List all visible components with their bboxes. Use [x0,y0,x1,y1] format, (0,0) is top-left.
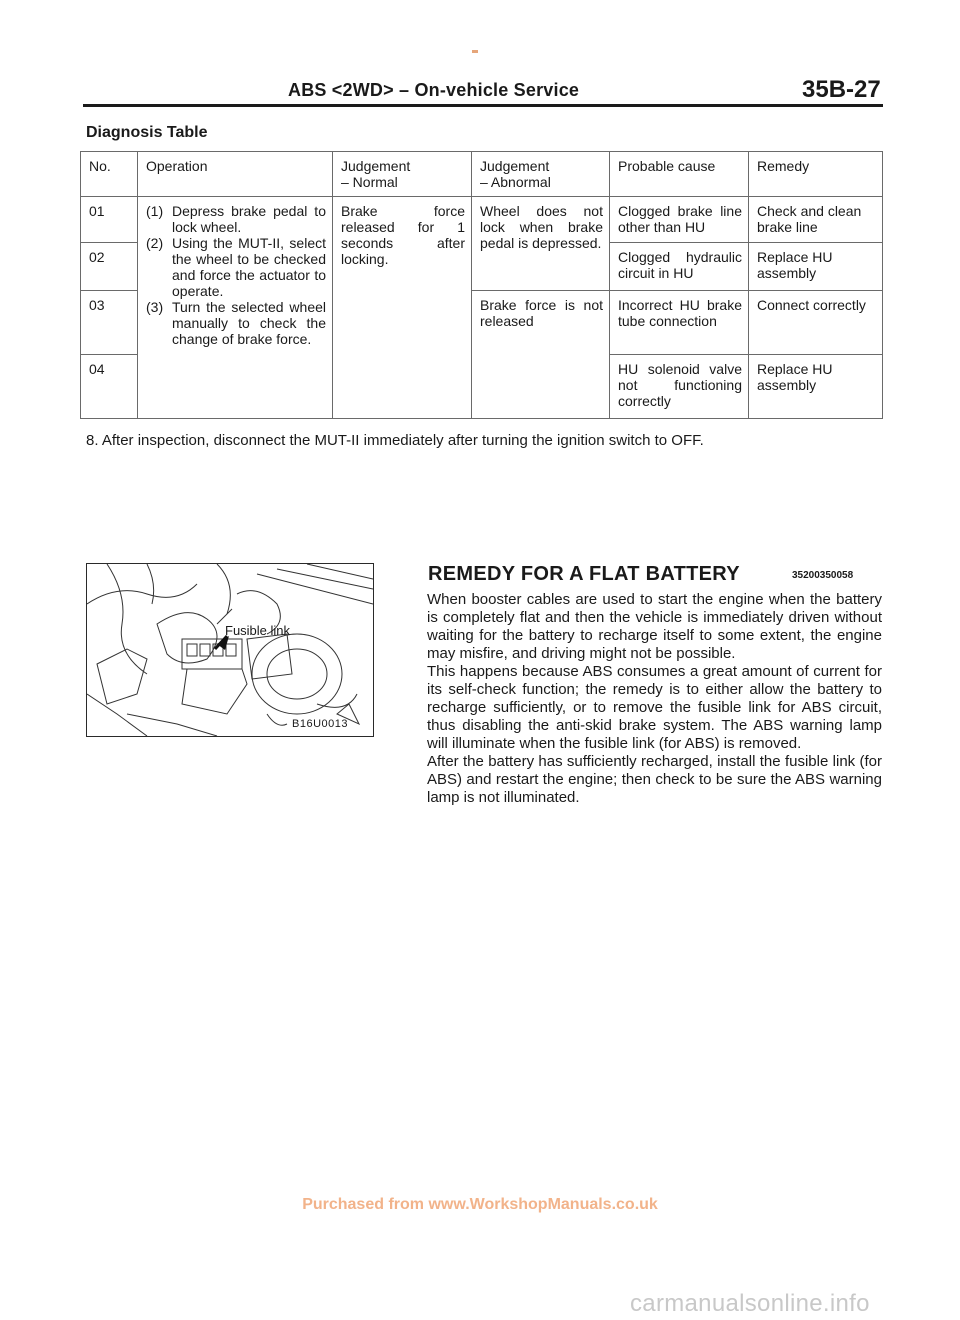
header-judgement-normal: Judgement – Normal [333,152,472,197]
engine-bay-illustration [87,564,373,736]
remedy-cell: Replace HU assembly [749,355,883,419]
remedy-cell: Connect correctly [749,291,883,355]
purchase-footer: Purchased from www.WorkshopManuals.co.uk [302,1196,658,1213]
header-no: No. [81,152,138,197]
header-judgement-abnormal: Judgement – Abnormal [472,152,610,197]
operation-step: (1) Depress brake pedal to lock wheel. [146,203,326,235]
inspection-note: 8. After inspection, disconnect the MUT-II immediately after turning the ignition switch to OFF. [86,432,704,449]
probable-cause-cell: Clogged brake line other than HU [610,197,749,243]
judgement-abnormal-cell: Brake force is not released [472,291,610,419]
page-header-title: ABS <2WD> – On-vehicle Service [288,80,580,100]
page-number: 35B-27 [802,76,881,103]
probable-cause-cell: Clogged hydraulic circuit in HU [610,243,749,291]
header-remedy: Remedy [749,152,883,197]
header-operation: Operation [138,152,333,197]
row-no: 03 [81,291,138,355]
judgement-abnormal-cell: Wheel does not lock when brake pedal is depressed. [472,197,610,291]
remedy-section-body [427,591,882,807]
remedy-paragraph: This happens because ABS consumes a great amount of current for its self-check function; the remedy is to either allow the battery to recharge sufficiently, or to remove the fusible link for ABS circuit, thus disabling the anti-skid brake system. The ABS warning lamp will illuminate when the fusible link (for ABS) is removed. [427,663,882,752]
figure-callout-label: Fusible link [225,623,291,638]
probable-cause-cell: HU solenoid valve not functioning correctly [610,355,749,419]
site-watermark: carmanualsonline.info [630,1290,870,1317]
row-no: 02 [81,243,138,291]
page-mark [472,50,478,53]
remedy-cell: Replace HU assembly [749,243,883,291]
header-rule [83,104,883,107]
operation-cell [138,197,333,419]
header-probable-cause: Probable cause [610,152,749,197]
remedy-section-title: REMEDY FOR A FLAT BATTERY [428,563,740,585]
remedy-cell: Check and clean brake line [749,197,883,243]
operation-steps [146,203,326,347]
remedy-paragraph: After the battery has sufficiently recharged, install the fusible link (for ABS) and restart the engine; then check to be sure the ABS warning lamp is not illuminated. [427,753,882,806]
operation-step: (3) Turn the selected wheel manually to check the change of brake force. [146,299,326,347]
remedy-section-code: 35200350058 [792,570,854,581]
fusible-link-figure [86,563,374,737]
operation-step: (2) Using the MUT-II, select the wheel to be checked and force the actuator to operate. [146,235,326,299]
table-row [81,197,883,243]
figure-code: B16U0013 [292,718,348,730]
section-title: Diagnosis Table [86,124,208,141]
table-header-row [81,152,883,197]
row-no: 04 [81,355,138,419]
remedy-paragraph: When booster cables are used to start the engine when the battery is completely flat and then the vehicle is immediately driven without waiting for the battery to recharge itself to some extent, the engine may misfire, and driving might not be possible. [427,591,882,662]
judgement-normal-cell: Brake force released for 1 seconds after locking. [333,197,472,419]
probable-cause-cell: Incorrect HU brake tube connection [610,291,749,355]
row-no: 01 [81,197,138,243]
diagnosis-table [80,151,883,419]
